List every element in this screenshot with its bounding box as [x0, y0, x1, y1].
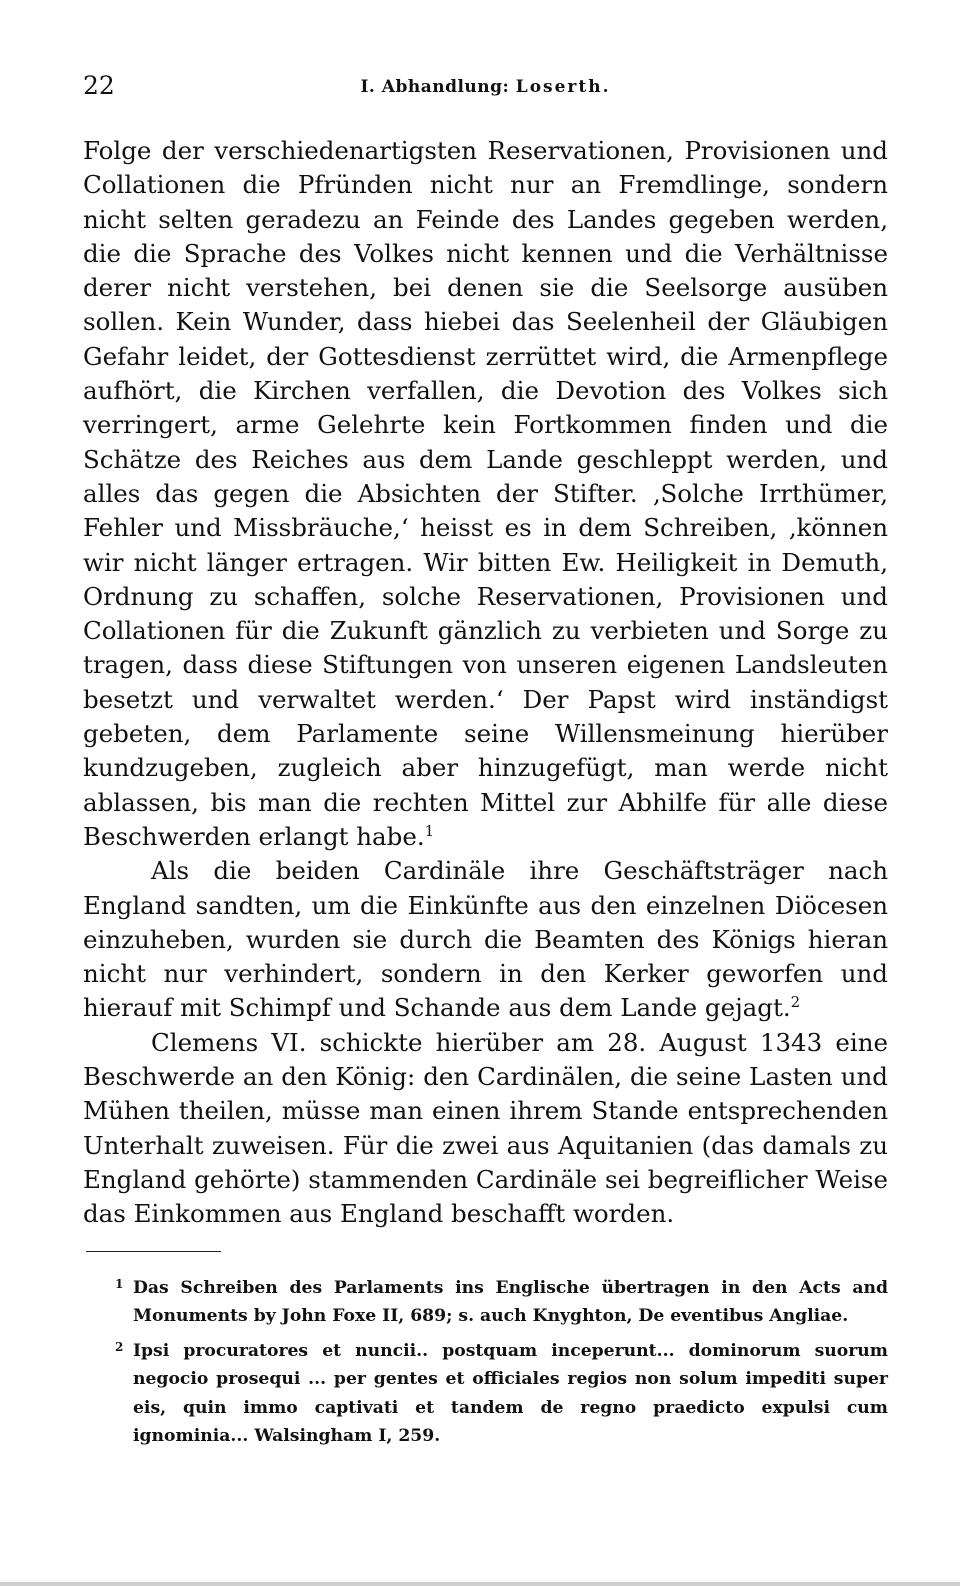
running-title-text: I. Abhandlung: [360, 77, 510, 97]
paragraph-text: Clemens VI. schickte hierüber am 28. August 1343 eine Beschwerde an den König: den Cardinälen, die seine Lasten und Mühen theilen, müsse man einen ihrem Stande entsprechenden Unterhalt zuweisen. Für die zwei aus Aquitanien (das damals zu England gehörte) stammenden Cardinäle sei begreiflicher Weise das Einkommen aus England beschafft worden. [83, 1027, 888, 1229]
footnote-2 [83, 1337, 888, 1451]
paragraph-text: Als die beiden Cardinäle ihre Geschäftsträger nach England sandten, um die Einkünfte aus den einzelnen Diöcesen einzuheben, wurden sie durch die Beamten des Königs hieran nicht nur verhindert, sondern in den Kerker geworfen und hierauf mit Schimpf und Schande aus dem Lande gejagt. [83, 856, 888, 1023]
footnote-1 [83, 1274, 888, 1331]
running-head [83, 68, 888, 104]
footnote-reference: 1 [424, 821, 435, 840]
scan-bottom-edge [0, 1582, 960, 1586]
paragraph-text: Folge der verschiedenartigsten Reservationen, Provisionen und Collationen die Pfründen nicht nur an Fremdlinge, sondern nicht selten geradezu an Feinde des Landes gegeben werden, die die Sprache des Volkes nicht kennen und die Verhältnisse derer nicht verstehen, bei denen sie die Seelsorge ausüben sollen. Kein Wunder, dass hiebei das Seelenheil der Gläubigen Gefahr leidet, der Gottesdienst zerrüttet wird, die Armenpflege aufhört, die Kirchen verfallen, die Devotion des Volkes sich verringert, arme Gelehrte kein Fortkommen finden und die Schätze des Reiches aus dem Lande geschleppt werden, und alles das gegen die Absichten der Stifter. ‚Solche Irrthümer, Fehler und Missbräuche,‘ heisst es in dem Schreiben, ‚können wir nicht länger ertragen. Wir bitten Ew. Heiligkeit in Demuth, Ordnung zu schaffen, solche Reservationen, Provisionen und Collationen für die Zukunft gänzlich zu verbieten und Sorge zu tragen, dass diese Stiftungen von unseren eigenen Landsleuten besetzt und verwaltet werden.‘ Der Papst wird inständigst gebeten, dem Parlamente seine Willensmeinung hierüber kundzugeben, zugleich aber hinzugefügt, man werde nicht ablassen, bis man die rechten Mittel zur Abhilfe für alle diese Beschwerden erlangt habe. [83, 136, 888, 851]
paragraph-1 [83, 134, 888, 854]
page-number: 22 [83, 71, 115, 100]
footnote-marker: 1 [115, 1277, 124, 1291]
footnote-marker: 2 [115, 1339, 124, 1354]
paragraph-2 [83, 854, 888, 1025]
running-title [83, 72, 888, 102]
footnotes [83, 1274, 888, 1456]
footnote-text: Ipsi procuratores et nuncii.. postquam inceperunt... dominorum suorum negocio prosequi ... per gentes et officiales regios non solum impediti super eis, quin immo captivati et tandem de regno praedicto expulsi cum ignominia... Walsingham I, 259. [133, 1340, 888, 1447]
footnote-reference: 2 [790, 993, 801, 1012]
footnote-text: Das Schreiben des Parlaments ins Englische übertragen in den Acts and Monuments by John Foxe II, 689; s. auch Knyghton, De eventibus Angliae. [133, 1278, 888, 1327]
body-text [83, 134, 888, 1232]
running-title-author: Loserth. [515, 77, 611, 97]
paragraph-3 [83, 1026, 888, 1232]
footnote-separator [86, 1251, 221, 1252]
